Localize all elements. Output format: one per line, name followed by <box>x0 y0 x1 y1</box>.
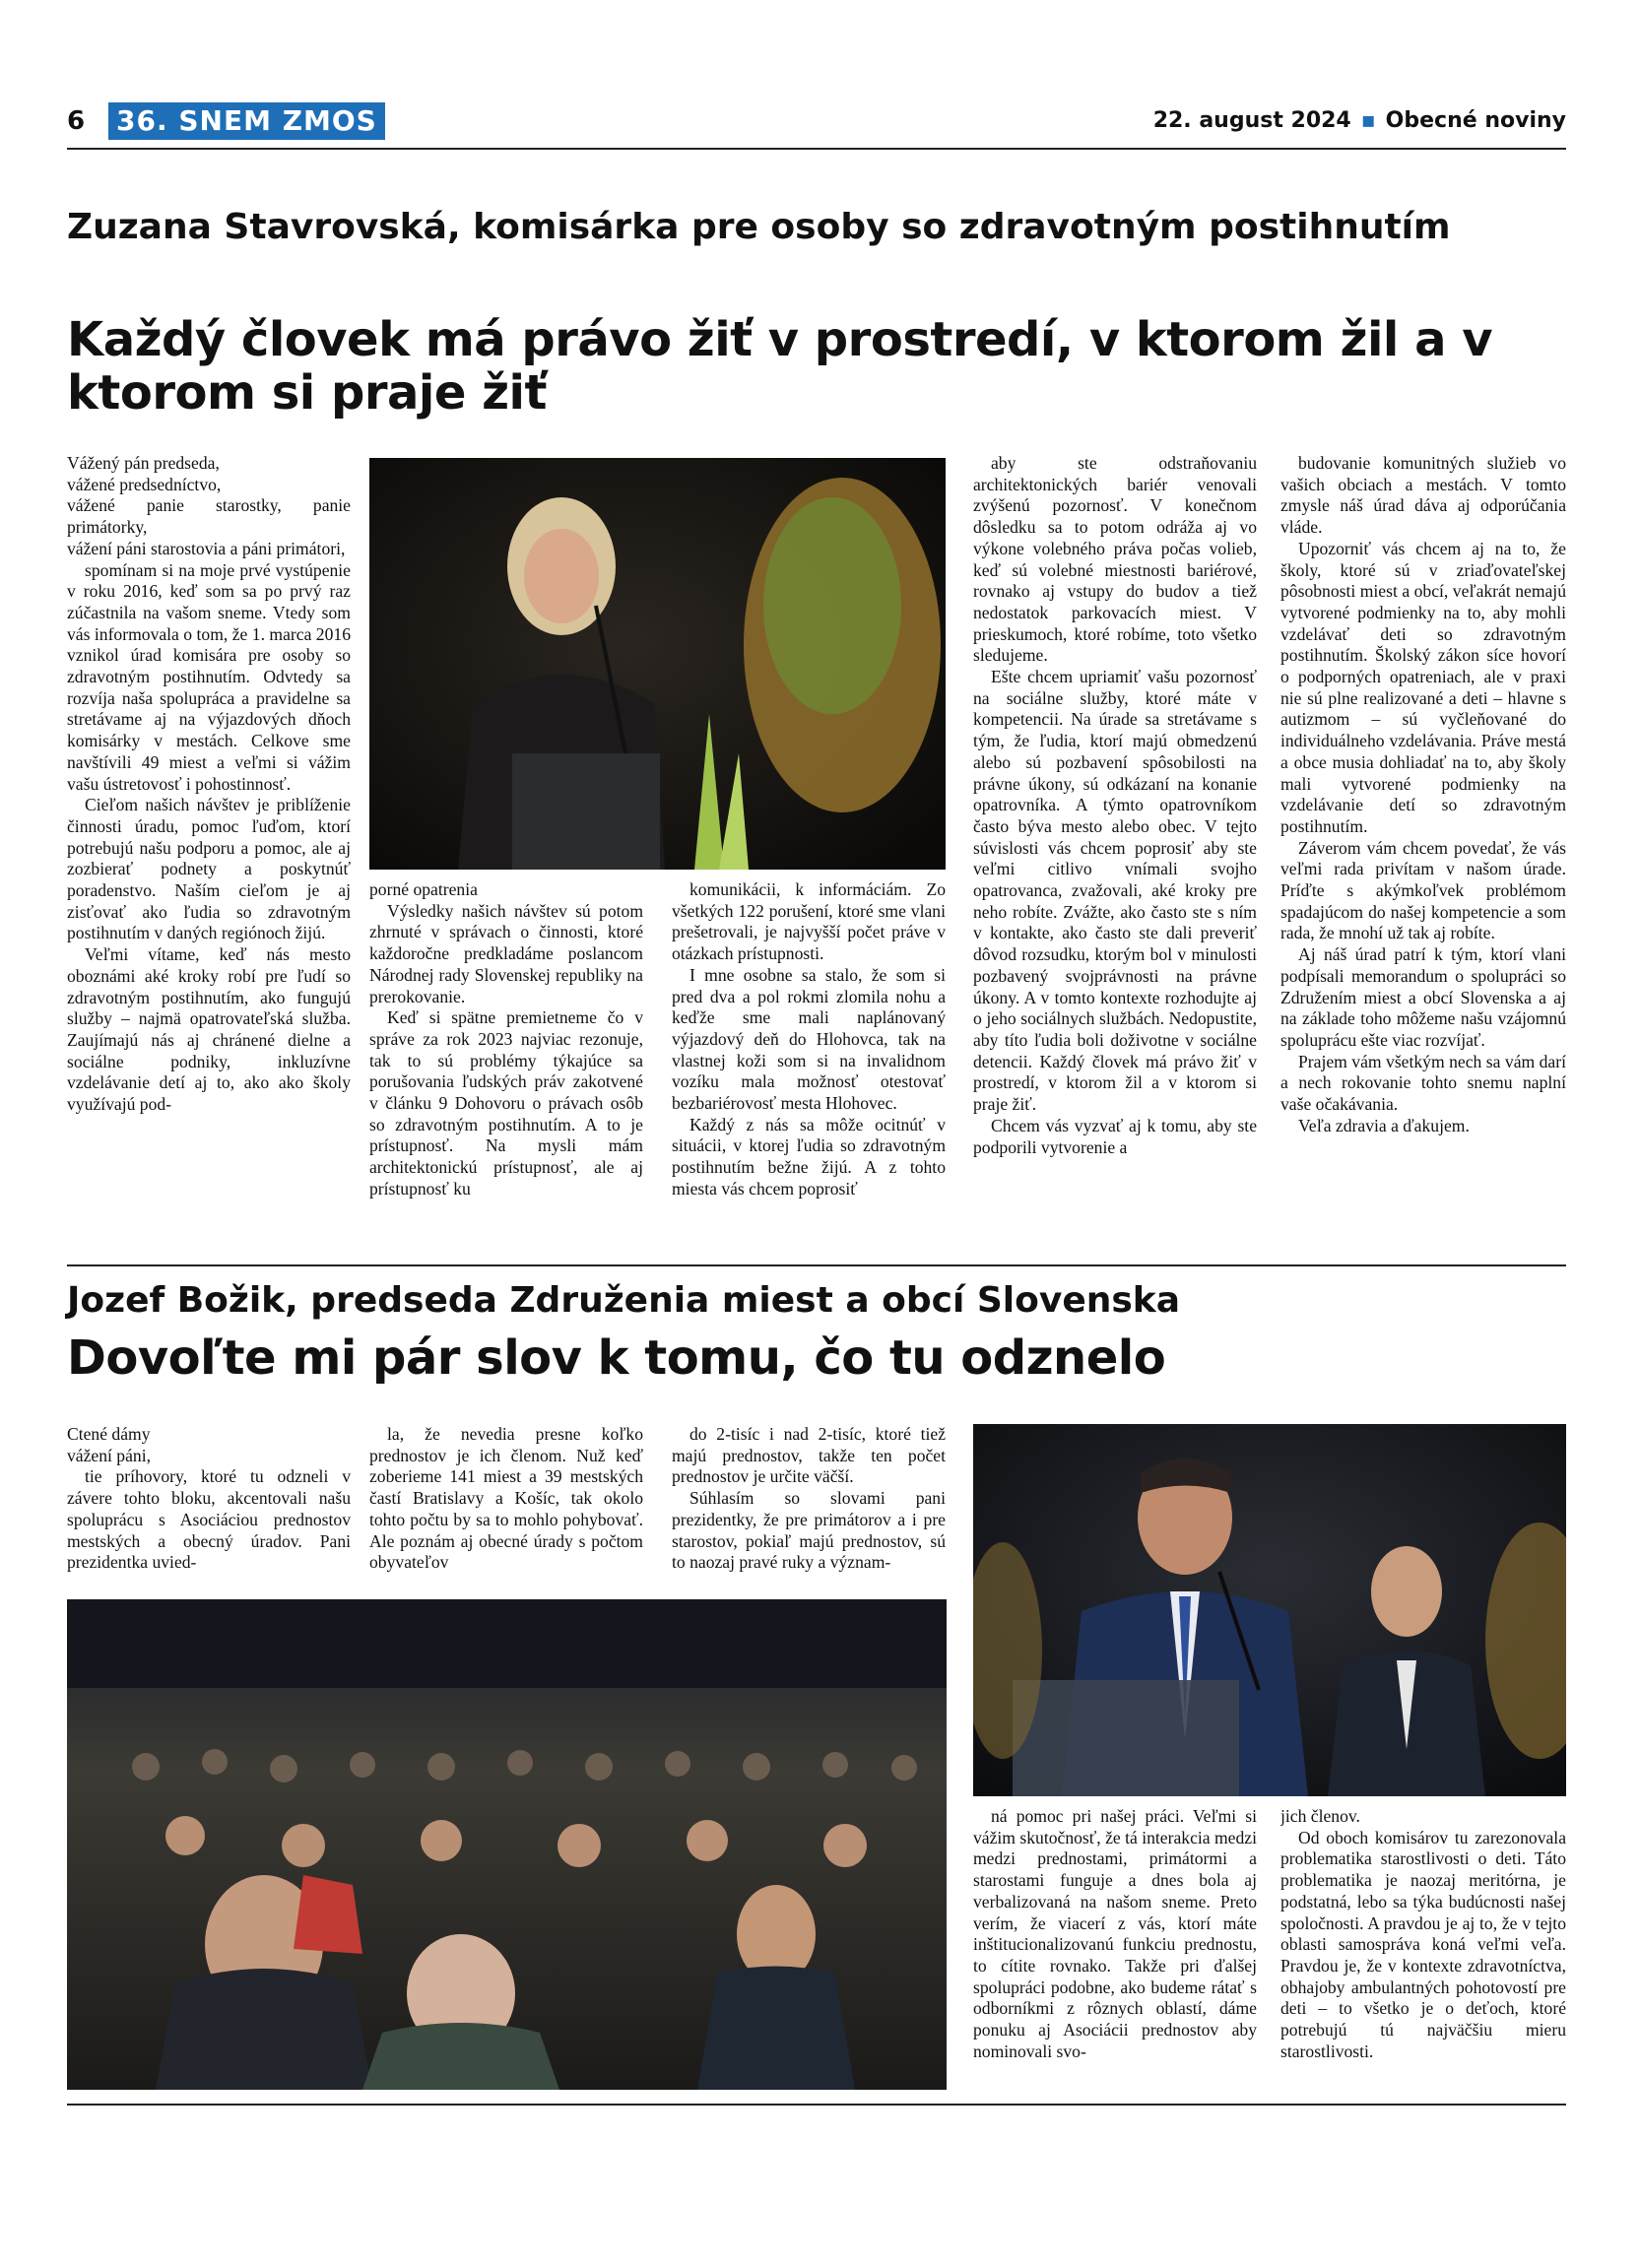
paragraph: vážení páni, <box>67 1445 151 1465</box>
paragraph: Záverom vám chcem povedať, že vás veľmi rada privítam v našom úrade. Príďte s akýmkoľvek problémom spadajúcom do našej kompetencie a som rada, že mnohí už tak aj robíte. <box>1280 837 1566 943</box>
paragraph: Každý z nás sa môže ocitnúť v situácii, v ktorej ľudia so zdravotným postihnutím bežne žijú. A z tohto miesta vás chcem poprosiť <box>672 1114 946 1199</box>
paragraph: Prajem vám všetkým nech sa vám darí a nech rokovanie tohto snemu naplní vaše očakávania. <box>1280 1051 1566 1115</box>
publication-name: Obecné noviny <box>1385 108 1566 133</box>
footer-rule <box>67 2104 1566 2106</box>
paragraph: Veľmi vítame, keď nás mesto oboznámi aké kroky robí pre ľudí so zdravotným postihnutím, ako fungujú služby – najmä opatrovateľská služba. Zaujímajú nás aj chránené dielne a sociálne podniky, inkluzívne vzdelávanie detí aj to, ako ako školy využívajú pod- <box>67 944 351 1115</box>
photo-audience <box>67 1599 947 2090</box>
article1-column-5 <box>1280 453 1566 1241</box>
article2-headline: Dovoľte mi pár slov k tomu, čo tu odznelo <box>67 1330 1166 1386</box>
article1-column-1 <box>67 453 351 1241</box>
article1-column-4 <box>973 453 1257 1241</box>
paragraph: Aj náš úrad patrí k tým, ktorí vlani podpísali memorandum o spolupráci so Združením miest a obcí Slovenska a aj na základe toho môžeme našu vzájomnú spoluprácu ešte viac rozvíjať. <box>1280 944 1566 1050</box>
paragraph: Veľa zdravia a ďakujem. <box>1298 1115 1470 1135</box>
paragraph: vážené predsedníctvo, <box>67 474 222 494</box>
paragraph: Súhlasím so slovami pani prezidentky, že pre primátorov a i pre starostov, pokiaľ majú prednostov, sú to naozaj pravé ruky a význam- <box>672 1488 946 1573</box>
paragraph: budovanie komunitných služieb vo vašich obciach a mestách. V tomto zmysle náš úrad dáva aj odporúčania vláde. <box>1280 453 1566 538</box>
paragraph: jich členov. <box>1280 1806 1360 1826</box>
article2-column-3 <box>672 1424 946 1591</box>
article-divider <box>67 1264 1566 1266</box>
paragraph: Ctené dámy <box>67 1424 151 1444</box>
article1-column-3 <box>672 879 946 1241</box>
article2-column-2 <box>369 1424 643 1591</box>
article2-column-1 <box>67 1424 351 1591</box>
article1-kicker: Zuzana Stavrovská, komisárka pre osoby so zdravotným postihnutím <box>67 207 1451 247</box>
paragraph: I mne osobne sa stalo, že som si pred dva a pol rokmi zlomila nohu a keďže sme mali naplánovaný výjazdový deň do Hlohovca, tak na vlastnej koži som si na invalidnom vozíku mala možnosť otestovať bezbariérovosť mesta Hlohovec. <box>672 964 946 1114</box>
paragraph: vážené panie starostky, panie primátorky, <box>67 495 351 538</box>
issue-info <box>1153 108 1566 133</box>
article2-kicker: Jozef Božik, predseda Združenia miest a obcí Slovenska <box>67 1280 1181 1321</box>
paragraph: tie príhovory, ktoré tu odzneli v závere tohto bloku, akcentovali našu spoluprácu s Asociáciou prednostov mestských a obecný úradov. Pani prezidentka uvied- <box>67 1466 351 1573</box>
paragraph: spomínam si na moje prvé vystúpenie v roku 2016, keď som sa po prvý raz zúčastnila na vašom sneme. Vtedy som vás informovala o tom, že 1. marca 2016 vznikol úrad komisára pre osoby so zdravotným postihnutím. Odvtedy sa rozvíja naša spolupráca a pravidelne sa stretávame aj na výjazdových dňoch komisárky v mestách. Celkove sme navštívili 49 miest a veľmi si vážim vašu ústretovosť i pohostinnosť. <box>67 559 351 794</box>
paragraph: do 2-tisíc i nad 2-tisíc, ktoré tiež majú prednostov, takže ten počet prednostov je určite väčší. <box>672 1424 946 1487</box>
paragraph: aby ste odstraňovaniu architektonických bariér venovali zvýšenú pozornosť. V konečnom dôsledku sa to potom odráža aj vo výkone volebného práva počas volieb, keď sú volebné miestnosti bariérové, rovnako aj vstupy do budov a tiež nedostatok parkovacích miest. V prieskumoch, ktoré robíme, toto všetko sledujeme. <box>973 453 1257 666</box>
paragraph: Ešte chcem upriamiť vašu pozornosť na sociálne služby, ktoré máte v kompetencii. Na úrade sa stretávame s tým, že ľudia, ktorí majú obmedzenú alebo sú pozbavení spôsobilosti na právne úkony, sú odkázaní na konanie opatrovníka. A týmto opatrovníkom často býva mesto alebo obec. V tejto súvislosti vás chcem poprosiť aby ste veľmi citlivo vnímali svojho opatrovanca, zvažovali, aké kroky pre neho robíte. Zvážte, ako často ste s ním v kontakte, ako často ste dali preveriť dôvod rozsudku, ktorým bol v minulosti pozbavený svojprávnosti na právne úkony. A v tomto kontexte rozhodujte aj o jeho sociálnych službách. Nedopustite, aby títo ľudia boli doživotne v sociálne detencii. Každý človek má právo žiť v prostredí, v ktorom žil a v ktorom si praje žiť. <box>973 667 1257 1115</box>
issue-date: 22. august 2024 <box>1152 108 1351 133</box>
paragraph: komunikácii, k informáciám. Zo všetkých 122 porušení, ktoré sme vlani prešetrovali, je najvyšší počet práve v otázkach prístupnosti. <box>672 879 946 964</box>
paragraph: vážení páni starostovia a páni primátori, <box>67 538 346 558</box>
article2-column-4 <box>973 1806 1257 2092</box>
paragraph: porné opatrenia <box>369 879 478 899</box>
paragraph: Keď si spätne premietneme čo v správe za rok 2023 najviac rezonuje, tak to sú problémy týkajúce sa porušovania ľudských práv zakotvené v článku 9 Dohovoru o právach osôb so zdravotným postihnutím. A to je prístupnosť. Na mysli mám architektonickú prístupnosť, ale aj prístupnosť ku <box>369 1007 643 1199</box>
paragraph: Cieľom našich návštev je priblíženie činnosti úradu, pomoc ľuďom, ktorí potrebujú našu podporu a pomoc, ale aj zozbierať podnety a poskytnúť poradenstvo. Naším cieľom je aj zisťovať ako ľudia so zdravotným postihnutím v daných regiónoch žijú. <box>67 795 351 943</box>
paragraph: Výsledky našich návštev sú potom zhrnuté v správach o činnosti, ktoré každoročne predkladáme poslancom Národnej rady Slovenskej republiky na prerokovanie. <box>369 900 643 1006</box>
page-number: 6 <box>67 106 86 136</box>
separator-dot: ▪ <box>1360 108 1376 133</box>
paragraph: Upozorniť vás chcem aj na to, že školy, ktoré sú v zriaďovateľskej pôsobnosti miest a obcí, veľakrát nemajú vytvorené podmienky na to, aby mohli vzdelávať deti so zdravotným postihnutím. Školský zákon síce hovorí o podporných opatreniach, ale v praxi nie sú plne realizované a deti – hlavne s autizmom – sú vyčleňované do individuálneho vzdelávania. Práve mestá a obce musia dohliadať na to, aby školy mali vytvorené podmienky na vzdelávanie detí so zdravotným postihnutím. <box>1280 538 1566 836</box>
paragraph: Chcem vás vyzvať aj k tomu, aby ste podporili vytvorenie a <box>973 1115 1257 1157</box>
photo-speakers-men <box>973 1424 1566 1796</box>
section-label: 36. SNEM ZMOS <box>108 102 385 140</box>
header-rule <box>67 148 1566 150</box>
photo-speaker-woman <box>369 458 946 870</box>
article2-column-5 <box>1280 1806 1566 2092</box>
article1-headline: Každý človek má právo žiť v prostredí, v ktorom žil a v ktorom si praje žiť <box>67 312 1492 421</box>
page-header <box>67 100 1566 144</box>
paragraph: Vážený pán predseda, <box>67 453 220 473</box>
paragraph: Od oboch komisárov tu zarezonovala problematika starostlivosti o deti. Táto problematika je naozaj meritórna, je podstatná, lebo sa týka budúcnosti našej spoločnosti. A pravdou je aj to, že v tejto oblasti samospráva koná veľmi veľa. Pravdou je, že v kontexte zdravotníctva, obhajoby ambulantných pohotovostí pre deti – to všetko je o deťoch, ktoré potrebujú tú najväčšiu mieru starostlivosti. <box>1280 1827 1566 2061</box>
paragraph: la, že nevedia presne koľko prednostov je ich členom. Nuž keď zoberieme 141 miest a 39 mestských častí Bratislavy a Košíc, tak okolo tohto počtu by sa to mohlo pohybovať. Ale poznám aj obecné úrady s počtom obyvateľov <box>369 1424 643 1573</box>
paragraph: ná pomoc pri našej práci. Veľmi si vážim skutočnosť, že tá interakcia medzi medzi prednostami, primátormi a starostami funguje a dnes bola aj verbalizovaná na našom sneme. Preto verím, že viacerí z vás, ktorí máte inštitucionalizovanú funkciu prednostu, to cítite rovnako. Takže pri ďalšej spolupráci podobne, ako budeme rátať s odborníkmi z rôznych oblastí, dáme ponuku aj Asociácii prednostov aby nominovali svo- <box>973 1806 1257 2061</box>
article1-column-2 <box>369 879 643 1241</box>
